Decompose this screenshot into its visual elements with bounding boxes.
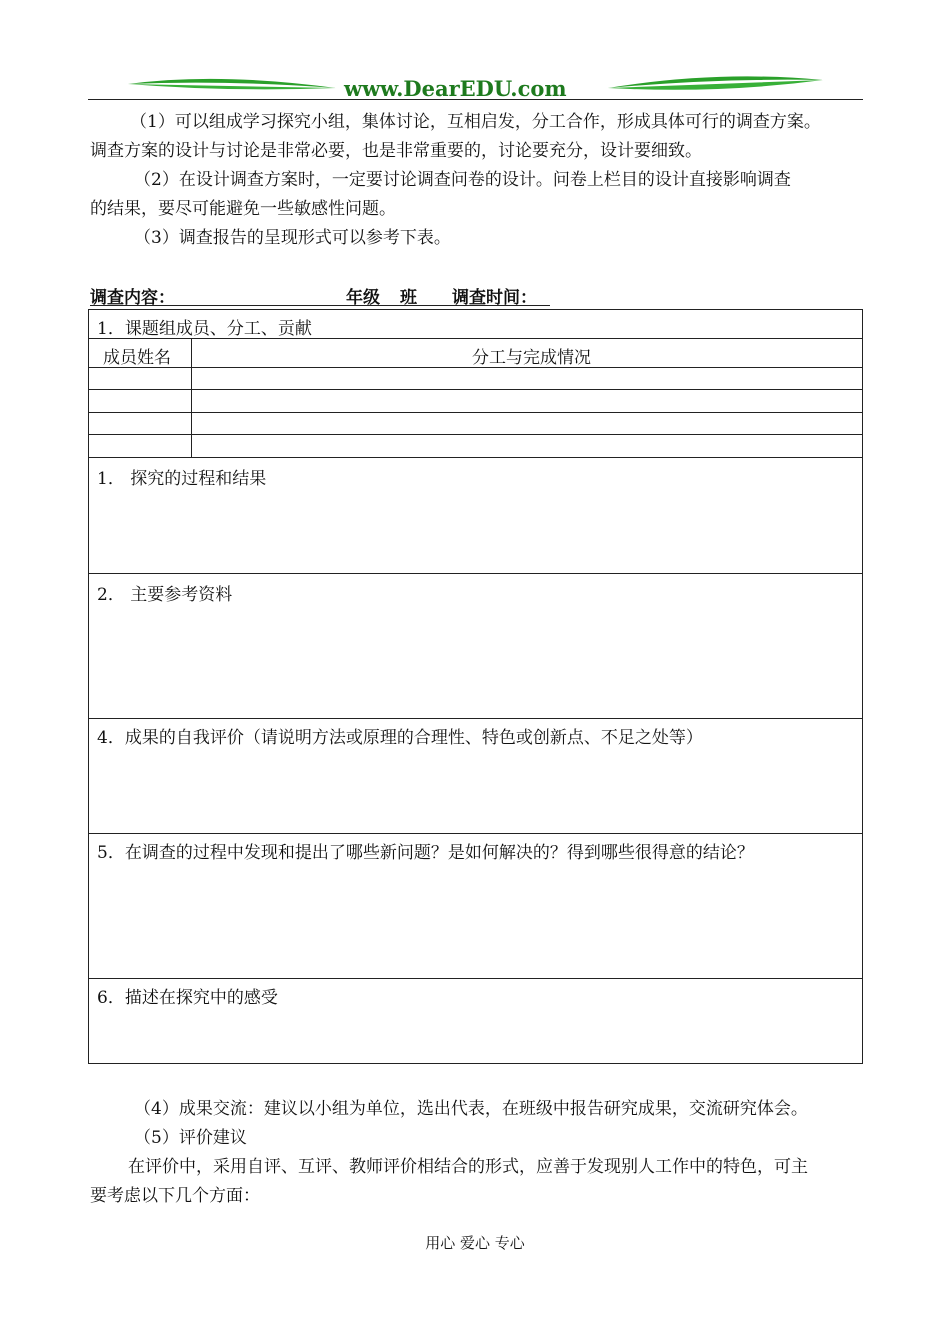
references-title: 2． 主要参考资料: [97, 585, 233, 605]
paragraph-1-line-1: （1）可以组成学习探究小组，集体讨论，互相启发，分工合作，形成具体可行的调查方案。: [130, 112, 821, 132]
meta-underline: [90, 305, 550, 306]
process-title: 1． 探究的过程和结果: [97, 469, 267, 489]
paragraph-2: [90, 166, 865, 224]
paragraph-5: [90, 1124, 865, 1153]
page-header: [88, 74, 863, 104]
paragraph-3: [90, 224, 865, 253]
paragraph-6-line-1: 在评价中，采用自评、互评、教师评价相结合的形式，应善于发现别人工作中的特色，可主: [128, 1157, 808, 1177]
member-row[interactable]: [89, 413, 862, 435]
team-section-title: 1．课题组成员、分工、贡献: [97, 319, 312, 339]
member-row[interactable]: [89, 435, 862, 458]
paragraph-4: [90, 1095, 865, 1124]
table-header-row: [89, 339, 862, 368]
page-footer: 用心 爱心 专心: [425, 1234, 525, 1252]
paragraph-5-line-1: （5）评价建议: [134, 1128, 247, 1148]
member-row[interactable]: [89, 368, 862, 390]
header-divider: [88, 99, 863, 100]
member-name-header: 成员姓名: [103, 348, 171, 368]
paragraph-3-line-1: （3）调查报告的呈现形式可以参考下表。: [134, 228, 451, 248]
member-row[interactable]: [89, 390, 862, 413]
self-evaluation-section[interactable]: [89, 719, 862, 834]
problems-title: 5．在调查的过程中发现和提出了哪些新问题？是如何解决的？得到哪些很得意的结论？: [97, 843, 754, 863]
paragraph-2-line-1: （2）在设计调查方案时，一定要讨论调查问卷的设计。问卷上栏目的设计直接影响调查: [134, 170, 791, 190]
problems-section[interactable]: [89, 834, 862, 979]
paragraph-4-line-1: （4）成果交流：建议以小组为单位，选出代表，在班级中报告研究成果，交流研究体会。: [134, 1099, 808, 1119]
feelings-title: 6．描述在探究中的感受: [97, 988, 278, 1008]
paragraph-2-line-2: 的结果，要尽可能避免一些敏感性问题。: [90, 199, 396, 219]
work-header: 分工与完成情况: [472, 348, 591, 368]
paragraph-1-line-2: 调查方案的设计与讨论是非常必要，也是非常重要的，讨论要充分，设计要细致。: [90, 141, 702, 161]
site-logo: www.DearEDU.com: [344, 76, 567, 101]
paragraph-6: [90, 1153, 865, 1211]
class-label: 班: [400, 288, 417, 308]
team-section-row: [89, 310, 862, 339]
paragraph-6-line-2: 要考虑以下几个方面：: [90, 1186, 260, 1206]
survey-meta-line: [90, 283, 550, 307]
survey-time-label: 调查时间：: [452, 288, 537, 308]
self-evaluation-title: 4．成果的自我评价（请说明方法或原理的合理性、特色或创新点、不足之处等）: [97, 728, 703, 748]
process-section[interactable]: [89, 458, 862, 574]
references-section[interactable]: [89, 574, 862, 719]
paragraph-1: [90, 108, 865, 166]
feelings-section[interactable]: [89, 979, 862, 1065]
report-table: [88, 309, 863, 1064]
survey-content-label: 调查内容：: [90, 288, 175, 308]
grade-label: 年级: [346, 288, 380, 308]
